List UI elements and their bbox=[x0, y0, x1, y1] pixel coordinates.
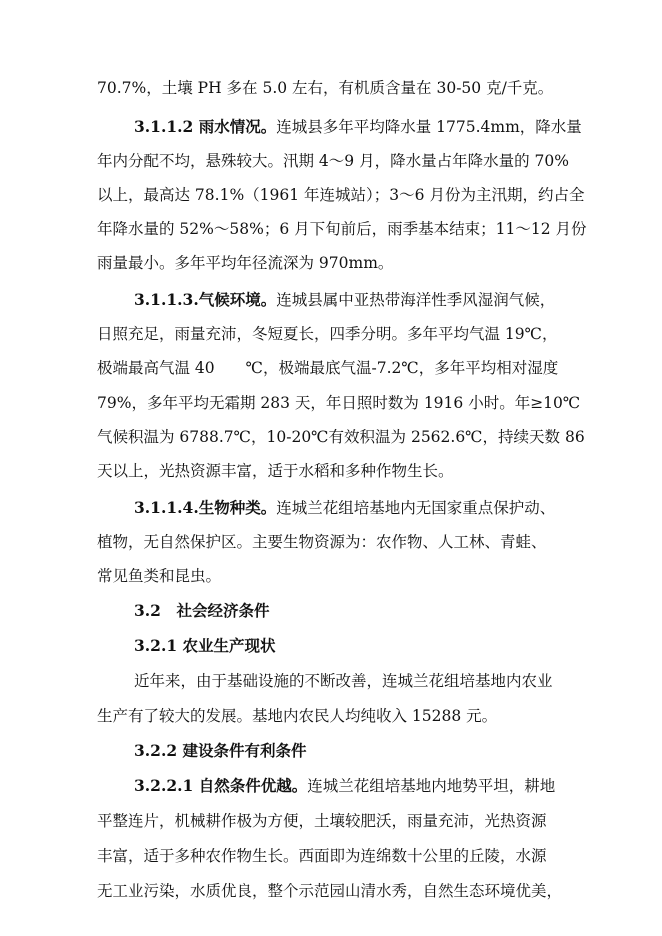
text-line bbox=[97, 706, 567, 726]
text-line bbox=[97, 151, 567, 171]
text-run: 70.7%，土壤 PH 多在 5.0 左右，有机质含量在 30-50 克/千克。 bbox=[97, 79, 554, 97]
text-run: 天以上，光热资源丰富，适于水稻和多种作物生长。 bbox=[97, 462, 454, 480]
text-run: 平整连片，机械耕作极为方便，土壤较肥沃，雨量充沛，光热资源 bbox=[97, 812, 547, 830]
text-line bbox=[97, 427, 585, 447]
bold-run: 3.1.1.2 雨水情况。 bbox=[134, 117, 277, 136]
paragraph-rainfall-heading bbox=[134, 117, 604, 137]
text-run: 年降水量的 52%～58%；6 月下旬前后，雨季基本结束；11～12 月份 bbox=[97, 220, 587, 238]
bold-run: 3.2.2 建设条件有利条件 bbox=[134, 741, 307, 760]
paragraph-climate-heading bbox=[134, 290, 604, 310]
text-run: 雨量最小。多年平均年径流深为 970mm。 bbox=[97, 254, 394, 272]
text-run: 连城兰花组培基地内地势平坦，耕地 bbox=[307, 777, 556, 795]
text-line bbox=[97, 78, 567, 98]
text-run: 极端最高气温 40 ℃，极端最底气温-7.2℃，多年平均相对湿度 bbox=[97, 359, 559, 377]
bold-run: 3.2 社会经济条件 bbox=[134, 601, 270, 620]
text-line bbox=[97, 253, 567, 273]
text-run: 气候积温为 6788.7℃，10-20℃有效积温为 2562.6℃，持续天数 86 bbox=[97, 428, 585, 446]
text-run: 年内分配不均，悬殊较大。汛期 4～9 月，降水量占年降水量的 70% bbox=[97, 152, 569, 170]
text-line bbox=[97, 358, 567, 378]
text-line bbox=[97, 881, 567, 901]
text-run: 日照充足，雨量充沛，冬短夏长，四季分明。多年平均气温 19℃， bbox=[97, 325, 558, 343]
section-heading-construction bbox=[134, 741, 604, 761]
text-run: 连城县属中亚热带海洋性季风湿润气候， bbox=[276, 291, 556, 309]
text-line bbox=[97, 185, 585, 205]
text-line bbox=[97, 393, 581, 413]
text-line bbox=[97, 461, 567, 481]
bold-run: 3.2.1 农业生产现状 bbox=[134, 636, 276, 655]
text-run: 79%，多年平均无霜期 283 天，年日照时数为 1916 小时。年≥10℃ bbox=[97, 394, 581, 412]
text-run: 以上，最高达 78.1%（1961 年连城站）；3～6 月份为主汛期，约占全 bbox=[97, 186, 585, 204]
text-line bbox=[97, 219, 587, 239]
text-run: 植物，无自然保护区。主要生物资源为：农作物、人工林、青蛙、 bbox=[97, 533, 547, 551]
section-heading-agriculture bbox=[134, 636, 604, 656]
bold-run: 3.2.2.1 自然条件优越。 bbox=[134, 776, 308, 795]
text-run: 无工业污染，水质优良，整个示范园山清水秀，自然生态环境优美， bbox=[97, 882, 563, 900]
text-run: 连城兰花组培基地内无国家重点保护动、 bbox=[276, 499, 556, 517]
text-line bbox=[97, 324, 567, 344]
text-line bbox=[134, 671, 604, 691]
bold-run: 3.1.1.4.生物种类。 bbox=[134, 498, 277, 517]
text-line bbox=[97, 532, 567, 552]
bold-run: 3.1.1.3.气候环境。 bbox=[134, 290, 277, 309]
section-heading-socioeconomic bbox=[134, 601, 604, 621]
text-run: 常见鱼类和昆虫。 bbox=[97, 567, 222, 585]
paragraph-biology-heading bbox=[134, 498, 604, 518]
text-line bbox=[97, 566, 567, 586]
text-line bbox=[97, 846, 567, 866]
text-run: 丰富，适于多种农作物生长。西面即为连绵数十公里的丘陵，水源 bbox=[97, 847, 547, 865]
paragraph-natural-conditions-heading bbox=[134, 776, 604, 796]
text-run: 连城县多年平均降水量 1775.4mm，降水量 bbox=[276, 118, 582, 136]
text-run: 近年来，由于基础设施的不断改善，连城兰花组培基地内农业 bbox=[134, 672, 553, 690]
text-line bbox=[97, 811, 567, 831]
text-run: 生产有了较大的发展。基地内农民人均纯收入 15288 元。 bbox=[97, 707, 498, 725]
